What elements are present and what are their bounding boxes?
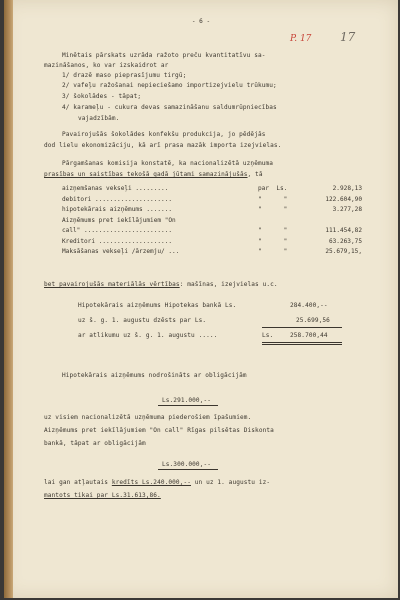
row-value: 63.263,75	[328, 237, 362, 245]
row-currency: " "	[258, 206, 288, 213]
page-binding-edge	[4, 0, 13, 598]
row-label: Kreditori ....................	[62, 237, 173, 245]
row-value: 3.277,28	[332, 206, 362, 213]
paragraph-line: bankā, tāpat ar obligācijām	[44, 440, 146, 447]
row-label: Maksāšanas vekseļi /ārzemju/ ...	[62, 248, 180, 255]
page-number: - 6 -	[191, 18, 211, 25]
row-currency: par Ls.	[258, 185, 288, 192]
row-currency: " "	[258, 248, 288, 255]
row-value: 111.454,82	[325, 227, 362, 234]
paragraph-line	[44, 492, 161, 499]
mortgage-line: ar atlikumu uz š. g. 1. augustu .....	[78, 332, 218, 339]
list-item-continuation: vajadzībām.	[78, 115, 120, 122]
sum-rule	[262, 342, 342, 343]
paragraph-line: lai gan atļautais kredīts Ls.240.000,-- un uz 1. augustu iz-	[44, 479, 271, 486]
sum-rule	[262, 344, 342, 345]
document-page	[4, 0, 398, 598]
paragraph-line: Pārgamšanas komisija konstatē, ka nacionalizētā uzņēmuma	[62, 160, 274, 167]
list-item: 1/ drazē maso pieprasījumu tirgū;	[62, 72, 187, 79]
row-currency: " "	[258, 227, 288, 234]
mortgage-line: Hipotekārais aizņēmums Hipotekas bankā Ls.	[78, 302, 237, 309]
paragraph-line: dod lielu ekonomizāciju, kā arī prasa mazāk importa izejvielas.	[44, 142, 282, 149]
list-item: 4/ karameļu - cukura devas samazināšanu saldumrūpniecības	[62, 104, 277, 111]
row-value: 25.679,15,	[325, 248, 362, 255]
row-label: Aizņēmums pret iekīlājumiem "On	[62, 216, 176, 224]
row-value: 122.604,90	[325, 195, 362, 203]
list-item: 2/ vafeļu ražošanai nepieciešamo importizejvielu trūkumu;	[62, 82, 277, 89]
row-value: 2.928,13	[332, 185, 362, 192]
list-item: 3/ šokolādes - tāpat;	[62, 93, 142, 100]
amount-underline	[158, 405, 218, 406]
mortgage-amount: 284.400,--	[290, 302, 328, 309]
pencil-folio-mark: 17	[340, 30, 356, 44]
row-currency: " "	[258, 237, 288, 245]
bond-amount: Ls.291.000,--	[162, 397, 211, 404]
paragraph-line: Minētais pārskats uzrāda ražoto preču kvantitatīvu sa-	[62, 52, 266, 59]
red-folio-mark: P. 17	[290, 34, 312, 44]
row-label: debitori .....................	[62, 195, 173, 203]
sum-rule	[262, 327, 342, 328]
row-label: aizņemšanas vekseļi .........	[62, 185, 169, 192]
paragraph-line: Hipotekārais aizņēmums nodrošināts ar obligācijām	[62, 372, 247, 379]
bond-amount: Ls.300.000,--	[162, 461, 211, 468]
paragraph-line: Pavairojušās šokolādes konfekšu produkcija, jo pēdējās	[62, 131, 266, 138]
underlined-phrase: prasības un saistības tekošā gadā jūtami samazinājušās	[44, 171, 248, 178]
mortgage-amount: 25.699,56	[296, 317, 330, 324]
paragraph-line: uz visiem nacionalizētā uzņēmuma piederošiem īpašumiem.	[44, 414, 252, 421]
underlined-phrase: mantots tikai par Ls.31.613,86.	[44, 492, 161, 499]
paragraph-line: mazināšanos, ko var izskaidrot ar	[44, 62, 169, 69]
mortgage-amount: 258.700,44	[290, 332, 328, 339]
mortgage-line: uz š. g. 1. augustu dzēsts par Ls.	[78, 317, 207, 324]
underlined-phrase: bet pavairojušās materiālās vērtības	[44, 281, 180, 288]
currency-label: Ls.	[262, 332, 274, 339]
underlined-phrase: kredīts Ls.240.000,--	[111, 479, 191, 486]
paragraph-line: prasības un saistības tekošā gadā jūtami samazinājušās, tā	[44, 171, 263, 178]
row-currency: " "	[258, 195, 288, 203]
paragraph-line: bet pavairojušās materiālās vērtības: mašīnas, izejvielas u.c.	[44, 281, 278, 288]
row-label: call" ........................	[62, 227, 173, 234]
paragraph-line: Aizņēmums pret iekīlājumiem "On call" Rīgas pilsētas Diskonta	[44, 427, 274, 434]
row-label: hipotekārais aizņēmums .......	[62, 206, 173, 213]
amount-underline	[158, 469, 218, 470]
